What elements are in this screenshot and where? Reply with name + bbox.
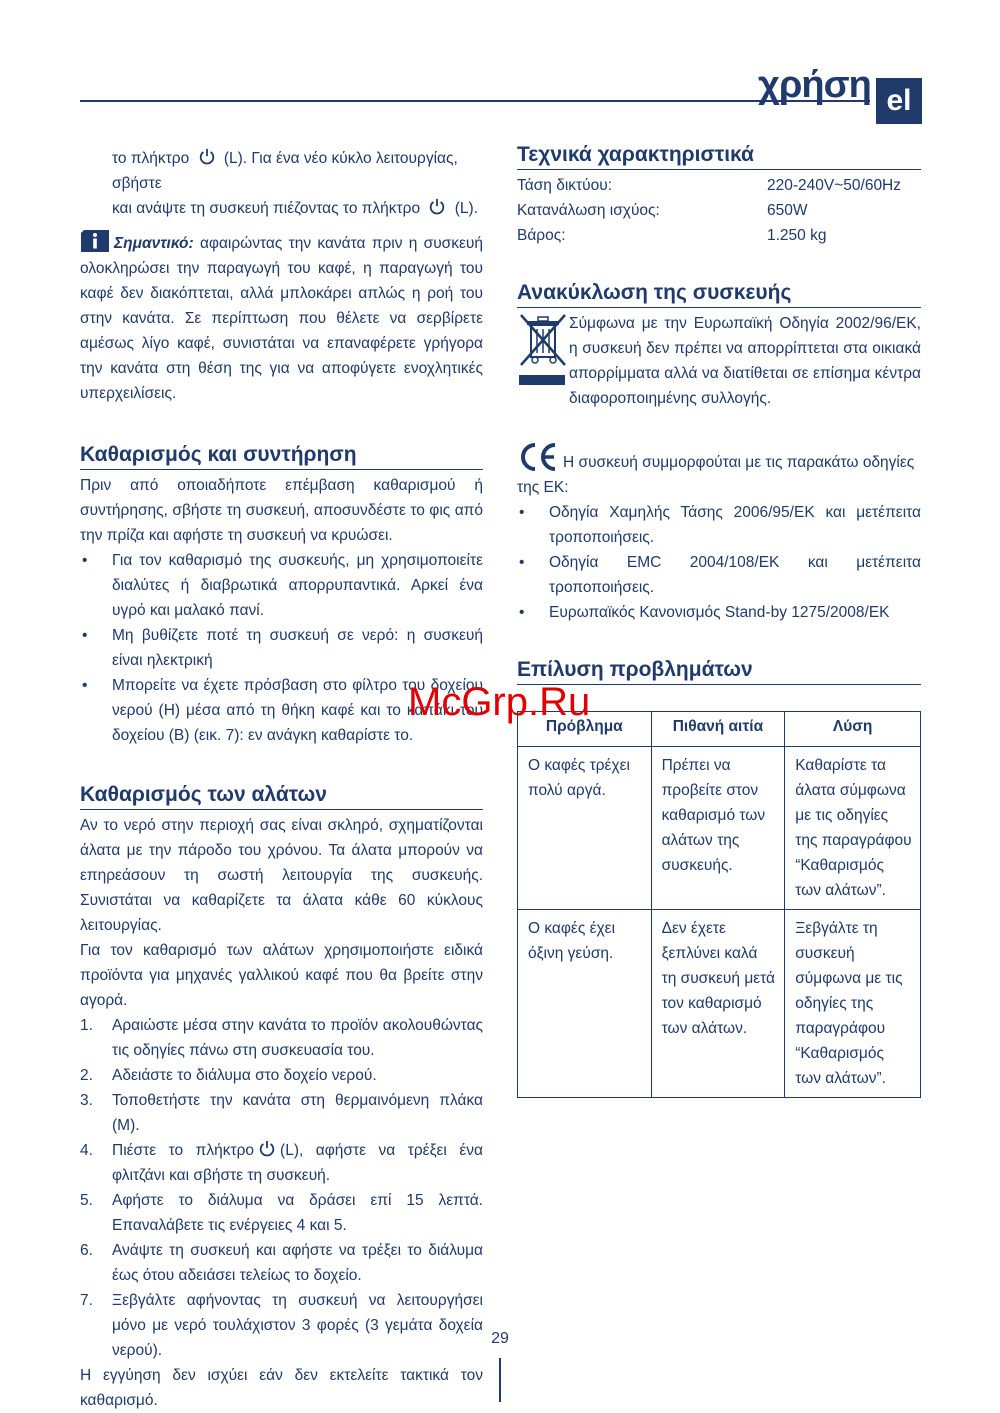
step4-before: Πιέστε το πλήκτρο (112, 1142, 255, 1159)
step-number: 3. (80, 1092, 93, 1109)
cleaning-bullet-text: Για τον καθαρισμό της συσκευής, μη χρησιμοποιείτε διαλύτες ή διαβρωτικά απορρυπαντικά. Αρκεί ένα υγρό και μαλακό πανί. (112, 552, 483, 619)
spec-value: 1.250 kg (767, 227, 827, 244)
table-row (518, 910, 921, 1098)
spec-row (517, 173, 921, 198)
intro-line1-after: (L). Για ένα νέο κύκλο λειτουργίας, σβήστε (112, 150, 458, 192)
list-item: • Οδηγία EMC 2004/108/ΕΚ και μετέπειτα τροποποιήσεις. (519, 554, 921, 596)
list-item: • Ευρωπαϊκός Κανονισμός Stand-by 1275/2008/ΕΚ (519, 604, 890, 621)
warranty-note: Η εγγύηση δεν ισχύει εάν δεν εκτελείτε τακτικά τον καθαρισμό. (80, 1367, 483, 1409)
list-item (80, 1188, 483, 1238)
intro-line1-before: το πλήκτρο (112, 150, 190, 167)
descaling-p2: Για τον καθαρισμό των αλάτων χρησιμοποιήστε ειδικά προϊόντα για μηχανές γαλλικού καφέ που θα βρείτε στην αγορά. (80, 942, 483, 1009)
recycling-block (517, 311, 921, 411)
column-header: Πρόβλημα (518, 712, 652, 747)
troubleshooting-heading: Επίλυση προβλημάτων (517, 657, 921, 685)
recycling-heading: Ανακύκλωση της συσκευής (517, 280, 921, 308)
step-text: Αδειάστε το διάλυμα στο δοχείο νερού. (112, 1067, 377, 1084)
section-title: χρήση (758, 64, 871, 106)
step-number: 1. (80, 1017, 93, 1034)
info-icon (80, 229, 110, 253)
list-item: • Οδηγία Χαμηλής Τάσης 2006/95/ΕΚ και μετέπειτα τροποποιήσεις. (519, 504, 921, 546)
descaling-p1: Αν το νερό στην περιοχή σας είναι σκληρό, σχηματίζονται άλατα με την πάροδο του χρόνου. Τα άλατα μπορούν να επηρεάσουν τη σωστή λειτουργία της συσκευής. Συνιστάται να καθαρίζετε τα άλατα κάθε 60 κύκλους λειτουργίας. (80, 817, 483, 934)
header-rule (80, 100, 870, 102)
intro-line-2 (112, 196, 483, 221)
list-item: • Μπορείτε να έχετε πρόσβαση στο φίλτρο του δοχείου νερού (H) μέσα από τη θήκη καφέ και το καπάκι του δοχείου (B) (εικ. 7): εν ανάγκη καθαρίστε το. (82, 677, 483, 744)
list-item (80, 1138, 483, 1188)
step-text: Ξεβγάλτε αφήνοντας τη συσκευή να λειτουργήσει μόνο με νερό τουλάχιστον 3 φορές (3 γεμάτα δοχεία νερού). (112, 1292, 483, 1359)
list-item (80, 1063, 483, 1088)
step-number: 4. (80, 1142, 93, 1159)
list-item (80, 1013, 483, 1063)
spec-label: Κατανάλωση ισχύος: (517, 202, 660, 219)
table-row (518, 747, 921, 910)
step4-after: (L), αφήστε να τρέξει ένα φλιτζάνι και σβήστε τη συσκευή. (112, 1142, 483, 1184)
column-header: Λύση (785, 712, 921, 747)
ce-mark-icon (517, 441, 561, 473)
table-cell: Ο καφές έχει όξινη γεύση. (518, 910, 652, 1098)
spec-row (517, 223, 921, 248)
intro-line2-before: και ανάψτε τη συσκευή πιέζοντας το πλήκτρο (112, 200, 421, 217)
intro-line-1 (112, 146, 483, 196)
spec-row (517, 198, 921, 223)
troubleshooting-table (517, 711, 921, 1098)
intro-lines (80, 146, 483, 221)
power-icon (258, 1140, 276, 1158)
list-item: • Μη βυθίζετε ποτέ τη συσκευή σε νερό: η συσκευή είναι ηλεκτρική (82, 627, 483, 669)
compliance-intro-text: Η συσκευή συμμορφούται με τις παρακάτω οδηγίες της ΕΚ: (517, 454, 915, 496)
compliance-item: Ευρωπαϊκός Κανονισμός Stand-by 1275/2008/ΕΚ (549, 604, 890, 621)
list-item (80, 1238, 483, 1288)
list-item (80, 1288, 483, 1363)
recycling-text: Σύμφωνα με την Ευρωπαϊκή Οδηγία 2002/96/ΕΚ, η συσκευή δεν πρέπει να απορρίπτεται στα οικιακά απορρίμματα αλλά να διατίθεται σε επίσημα κέντρα διαφοροποιημένης συλλογής. (569, 315, 921, 407)
watermark: McGrp.Ru (408, 680, 591, 724)
table-cell: Δεν έχετε ξεπλύνει καλά τη συσκευή μετά τον καθαρισμό των αλάτων. (651, 910, 785, 1098)
crossed-bin-icon (517, 311, 569, 391)
specs-heading: Τεχνικά χαρακτηριστικά (517, 142, 921, 170)
step-number: 5. (80, 1192, 93, 1209)
step-number: 7. (80, 1292, 93, 1309)
page-footer-rule (499, 1358, 501, 1402)
list-item (80, 1088, 483, 1138)
power-icon (198, 148, 216, 166)
step-number: 2. (80, 1067, 93, 1084)
column-header: Πιθανή αιτία (651, 712, 785, 747)
compliance-intro (517, 441, 921, 500)
compliance-list (517, 500, 921, 625)
step-text: Τοποθετήστε την κανάτα στη θερμαινόμενη πλάκα (M). (112, 1092, 483, 1134)
left-column (80, 146, 483, 1413)
step-text: Ανάψτε τη συσκευή και αφήστε να τρέξει το διάλυμα έως ότου αδειάσει τελείως το δοχείο. (112, 1242, 483, 1284)
spec-label: Βάρος: (517, 227, 566, 244)
cleaning-intro: Πριν από οποιαδήποτε επέμβαση καθαρισμού ή συντήρησης, σβήστε τη συσκευή, αποσυνδέστε το φις από την πρίζα και αφήστε τη συσκευή να κρυώσει. (80, 477, 483, 544)
step-text: Αφήστε το διάλυμα να δράσει επί 15 λεπτά. Επαναλάβετε τις ενέργειες 4 και 5. (112, 1192, 483, 1234)
table-cell: Πρέπει να προβείτε στον καθαρισμό των αλάτων της συσκευής. (651, 747, 785, 910)
spec-label: Τάση δικτύου: (517, 177, 613, 194)
step-number: 6. (80, 1242, 93, 1259)
right-column (517, 142, 921, 1098)
important-note (80, 229, 483, 406)
step-text: Αραιώστε μέσα στην κανάτα το προϊόν ακολουθώντας τις οδηγίες πάνω στη συσκευασία του. (112, 1017, 483, 1059)
intro-line2-after: (L). (454, 200, 478, 217)
descaling-heading: Καθαρισμός των αλάτων (80, 782, 483, 810)
table-cell: Ο καφές τρέχει πολύ αργά. (518, 747, 652, 910)
table-cell: Ξεβγάλτε τη συσκευή σύμφωνα με τις οδηγίες της παραγράφου “Καθαρισμός των αλάτων”. (785, 910, 921, 1098)
power-icon (428, 198, 446, 216)
important-label: Σημαντικό: (114, 235, 194, 252)
table-cell: Καθαρίστε τα άλατα σύμφωνα με τις οδηγίες της παραγράφου “Καθαρισμός των αλάτων”. (785, 747, 921, 910)
cleaning-bullet-text: Μπορείτε να έχετε πρόσβαση στο φίλτρο του δοχείου νερού (H) μέσα από τη θήκη καφέ και το καπάκι του δοχείου (B) (εικ. 7): εν ανάγκη καθαρίστε το. (112, 677, 483, 744)
compliance-item: Οδηγία Χαμηλής Τάσης 2006/95/ΕΚ και μετέπειτα τροποποιήσεις. (549, 504, 921, 546)
important-text: αφαιρώντας την κανάτα πριν η συσκευή ολοκληρώσει την παραγωγή του καφέ, η παραγωγή του καφέ δεν διακόπτεται, αλλά μπλοκάρει απλώς η ροή του στην κανάτα. Σε περίπτωση που θέλετε να σερβίρετε αμέσως λίγο καφέ, συνιστάται να επαναφέρετε γρήγορα την κανάτα στη θέση της για να αποφύγετε ενοχλητικές υπερχειλίσεις. (80, 235, 484, 402)
page-number: 29 (491, 1330, 509, 1347)
cleaning-heading: Καθαρισμός και συντήρηση (80, 442, 483, 470)
compliance-item: Οδηγία EMC 2004/108/ΕΚ και μετέπειτα τροποποιήσεις. (549, 554, 921, 596)
cleaning-bullet-text: Μη βυθίζετε ποτέ τη συσκευή σε νερό: η συσκευή είναι ηλεκτρική (112, 627, 483, 669)
spec-value: 650W (767, 202, 808, 219)
language-badge: el (876, 78, 922, 124)
list-item: • Για τον καθαρισμό της συσκευής, μη χρησιμοποιείτε διαλύτες ή διαβρωτικά απορρυπαντικά. Αρκεί ένα υγρό και μαλακό πανί. (82, 552, 483, 619)
spec-value: 220-240V~50/60Hz (767, 177, 902, 194)
descaling-steps (80, 1013, 483, 1363)
